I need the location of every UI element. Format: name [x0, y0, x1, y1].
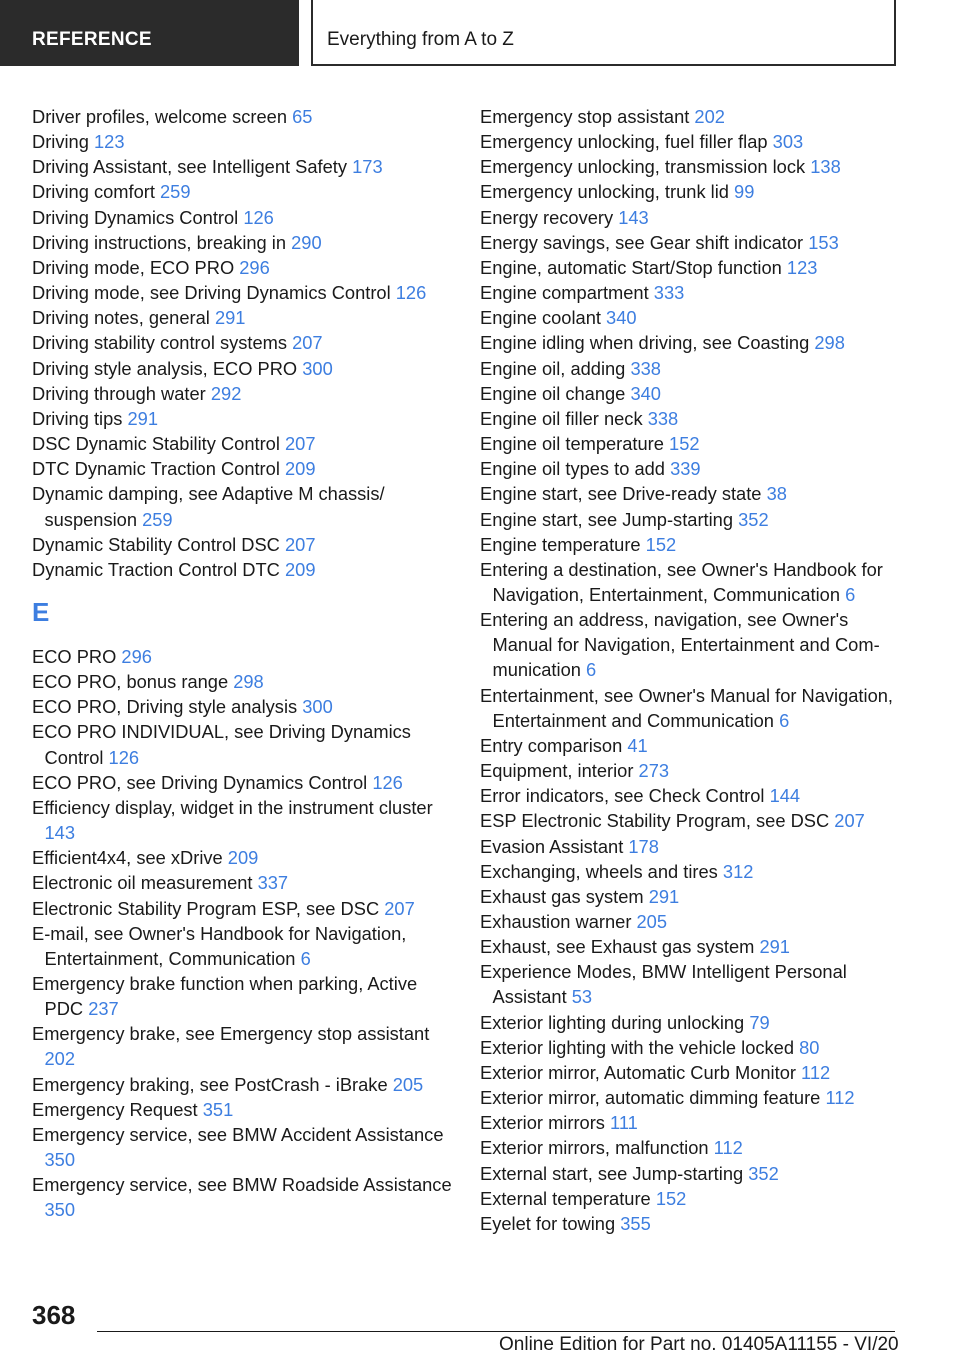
index-entry	[32, 381, 452, 406]
index-entry	[480, 381, 900, 406]
index-entry-text: Exhaust, see Exhaust gas system	[480, 936, 755, 958]
index-entry-text: E-mail, see Owner's Handbook for Navigation, Entertainment, Communication	[32, 922, 407, 969]
index-entry-text: DSC Dynamic Stability Control	[32, 433, 280, 455]
index-entry-text: Entertainment, see Owner's Manual for Navigation, Entertainment and Communication	[480, 684, 893, 731]
index-entry-text: Exterior mirrors	[480, 1112, 605, 1134]
index-entry-text: Driving mode, see Driving Dynamics Control	[32, 282, 391, 304]
index-entry-text: Driving Dynamics Control	[32, 206, 239, 228]
index-entry	[32, 129, 452, 154]
page-reference-link[interactable]: 209	[284, 458, 316, 480]
index-entry	[480, 934, 900, 959]
index-entry-text: Energy recovery	[480, 206, 614, 228]
edition-note: Online Edition for Part no. 01405A11155 - VI/20	[499, 1334, 899, 1355]
index-entry-text: Exhaust gas system	[480, 885, 644, 907]
index-entry-text: Engine oil temperature	[480, 433, 664, 455]
index-entry	[480, 959, 900, 1009]
index-entry	[480, 909, 900, 934]
page-reference-link[interactable]: 296	[239, 256, 270, 278]
page-reference-link[interactable]: 291	[214, 307, 246, 329]
page-reference-link[interactable]: 112	[801, 1061, 831, 1083]
index-entry-text: Engine start, see Drive-ready state	[480, 483, 762, 505]
page-reference-link[interactable]: 144	[769, 785, 801, 807]
page-reference-link[interactable]: 350	[44, 1199, 76, 1221]
index-entry-text: Driving through water	[32, 382, 206, 404]
index-entry	[480, 330, 900, 355]
index-entry-text: Dynamic Stability Control DSC	[32, 533, 280, 555]
index-entry	[32, 179, 452, 204]
index-entry	[32, 154, 452, 179]
index-entry-text: Engine oil, adding	[480, 357, 626, 379]
index-entry-text: Exterior mirror, automatic dimming feature	[480, 1087, 821, 1109]
index-entry-text: Emergency brake function when parking, Active PDC	[32, 973, 418, 1020]
page-reference-link[interactable]: 273	[638, 760, 670, 782]
page-reference-link[interactable]: 6	[586, 659, 597, 681]
index-entry	[480, 1110, 900, 1135]
index-entry-text: ECO PRO INDIVIDUAL, see Driving Dynamics Control	[32, 721, 411, 768]
index-entry-text: Driving Assistant, see Intelligent Safety	[32, 156, 348, 178]
index-entry-text: Driving notes, general	[32, 307, 210, 329]
index-entry	[480, 456, 900, 481]
page-reference-link[interactable]: 207	[284, 533, 316, 555]
index-entry	[480, 808, 900, 833]
page-reference-link[interactable]: 237	[88, 998, 119, 1020]
page-reference-link[interactable]: 355	[620, 1212, 651, 1234]
page-reference-link[interactable]: 126	[372, 771, 403, 793]
page-reference-link[interactable]: 290	[291, 231, 322, 253]
index-entry	[480, 1135, 900, 1160]
index-entry-text: Driver profiles, welcome screen	[32, 106, 288, 127]
index-entry-text: ECO PRO, bonus range	[32, 671, 229, 693]
index-entry	[32, 431, 452, 456]
index-letter-heading: E	[32, 596, 50, 627]
footer-divider	[97, 1331, 895, 1332]
index-entry	[480, 532, 900, 557]
index-entry-text: Entering an address, navigation, see Owner's Manual for Navigation, Entertainment and Communication	[480, 609, 880, 681]
page-reference-link[interactable]: 6	[300, 947, 311, 969]
page-reference-link[interactable]: 112	[713, 1137, 743, 1159]
index-entry-text: ECO PRO, Driving style analysis	[32, 696, 298, 718]
index-entry	[480, 280, 900, 305]
index-entry	[480, 356, 900, 381]
page-reference-link[interactable]: 6	[845, 583, 856, 605]
index-entry	[480, 733, 900, 758]
index-entry	[32, 456, 452, 481]
index-entry-text: Electronic oil measurement	[32, 872, 253, 894]
page-reference-link[interactable]: 352	[738, 508, 769, 530]
index-entry-text: Emergency unlocking, transmission lock	[480, 156, 806, 178]
index-column-right	[480, 104, 900, 1236]
index-entry	[32, 255, 452, 280]
page-reference-link[interactable]: 350	[44, 1149, 76, 1171]
page-reference-link[interactable]: 339	[670, 458, 701, 480]
index-entry	[32, 1172, 452, 1222]
page-reference-link[interactable]: 207	[384, 897, 415, 919]
index-entry	[32, 305, 452, 330]
index-entry-text: Experience Modes, BMW Intelligent Personal Assistant	[480, 961, 847, 1008]
page-reference-link[interactable]: 298	[814, 332, 845, 354]
page-reference-link[interactable]: 202	[44, 1048, 76, 1070]
index-entry-text: Driving mode, ECO PRO	[32, 256, 235, 278]
page-reference-link[interactable]: 126	[243, 206, 274, 228]
index-entry	[480, 758, 900, 783]
page-reference-link[interactable]: 338	[647, 407, 679, 429]
index-entry	[480, 129, 900, 154]
index-entry	[480, 683, 900, 733]
index-entry-text: External start, see Jump-starting	[480, 1162, 744, 1184]
section-tab	[0, 0, 299, 66]
index-entry-text: Driving tips	[32, 407, 123, 429]
page-reference-link[interactable]: 126	[395, 282, 427, 304]
index-entry	[480, 1085, 900, 1110]
index-entry-text: Emergency stop assistant	[480, 106, 690, 127]
page-reference-link[interactable]: 300	[302, 357, 333, 379]
index-entry	[32, 795, 452, 845]
index-entry	[480, 834, 900, 859]
index-entry-text: Driving comfort	[32, 181, 155, 203]
page-reference-link[interactable]: 152	[655, 1187, 687, 1209]
index-entry-text: Engine idling when driving, see Coasting	[480, 332, 810, 354]
index-entry-text: External temperature	[480, 1187, 651, 1209]
page-reference-link[interactable]: 126	[108, 746, 140, 768]
page-reference-link[interactable]: 291	[759, 936, 790, 958]
index-entry-text: Exterior lighting with the vehicle locked	[480, 1036, 794, 1058]
index-entry-text: ESP Electronic Stability Program, see DSC	[480, 810, 830, 832]
page-reference-link[interactable]: 79	[749, 1011, 770, 1033]
page-reference-link[interactable]: 259	[160, 181, 191, 203]
index-entry	[32, 1097, 452, 1122]
index-column-left	[32, 104, 452, 1223]
page-header	[0, 0, 960, 66]
index-entry	[480, 1010, 900, 1035]
page-reference-link[interactable]: 209	[227, 847, 259, 869]
index-entry	[32, 845, 452, 870]
index-entry	[32, 205, 452, 230]
index-entry	[480, 783, 900, 808]
index-entry	[480, 104, 900, 129]
index-entry-text: Emergency Request	[32, 1098, 198, 1120]
index-entry-text: Emergency brake, see Emergency stop assistant	[32, 1023, 430, 1045]
page-reference-link[interactable]: 152	[645, 533, 677, 555]
page-reference-link[interactable]: 173	[352, 156, 383, 178]
index-entry-text: Exterior lighting during unlocking	[480, 1011, 745, 1033]
index-entry	[32, 1021, 452, 1071]
index-entry	[480, 607, 900, 682]
index-entry-text: ECO PRO, see Driving Dynamics Control	[32, 771, 368, 793]
index-entry	[32, 870, 452, 895]
index-entry-text: Engine start, see Jump-starting	[480, 508, 734, 530]
index-entry	[480, 179, 900, 204]
chapter-title: Everything from A to Z	[327, 29, 514, 50]
index-entry-text: Eyelet for towing	[480, 1212, 616, 1234]
page-reference-link[interactable]: 205	[636, 911, 668, 932]
index-entry-text: Dynamic damping, see Adaptive M chassis/ suspension	[32, 483, 385, 530]
index-entry	[480, 557, 900, 607]
index-entry	[480, 1060, 900, 1085]
index-entry	[480, 230, 900, 255]
page-reference-link[interactable]: 205	[392, 1073, 424, 1095]
index-entry-text: Electronic Stability Program ESP, see DSC	[32, 897, 380, 919]
page-reference-link[interactable]: 303	[772, 131, 804, 153]
page-number: 368	[32, 1300, 76, 1330]
index-entry-text: Emergency unlocking, trunk lid	[480, 181, 729, 203]
page-reference-link[interactable]: 123	[786, 256, 818, 278]
page-reference-link[interactable]: 41	[627, 734, 648, 756]
index-entry-text: Engine, automatic Start/Stop function	[480, 256, 782, 278]
page-reference-link[interactable]: 338	[630, 357, 661, 379]
index-entry-text: Engine oil types to add	[480, 458, 665, 480]
index-entry-text: Emergency unlocking, fuel filler flap	[480, 131, 768, 153]
index-entry-text: Equipment, interior	[480, 760, 634, 782]
index-entry	[480, 884, 900, 909]
index-entry	[32, 356, 452, 381]
index-entry	[480, 431, 900, 456]
index-entry	[32, 644, 452, 669]
page-reference-link[interactable]: 298	[233, 671, 264, 693]
index-entry	[32, 481, 452, 531]
page-reference-link[interactable]: 152	[669, 433, 700, 455]
index-entry-text: ECO PRO	[32, 645, 117, 667]
index-entry-text: Engine oil change	[480, 382, 626, 404]
index-entry	[480, 205, 900, 230]
index-entry-text: Exterior mirrors, malfunction	[480, 1137, 709, 1159]
page-reference-link[interactable]: 138	[810, 156, 841, 178]
index-entry-text: Engine coolant	[480, 307, 601, 329]
index-entry	[32, 971, 452, 1021]
page-reference-link[interactable]: 351	[202, 1098, 234, 1120]
index-entry	[32, 406, 452, 431]
index-entry-text: Driving style analysis, ECO PRO	[32, 357, 298, 379]
section-label: REFERENCE	[32, 29, 152, 50]
page-reference-link[interactable]: 340	[630, 382, 661, 404]
index-entry-text: Efficient4x4, see xDrive	[32, 847, 223, 869]
index-entry	[480, 1186, 900, 1211]
index-entry	[480, 255, 900, 280]
index-entry-text: Engine compartment	[480, 282, 649, 304]
page-reference-link[interactable]: 143	[618, 206, 649, 228]
index-entry-text: Engine oil filler neck	[480, 407, 643, 429]
index-entry-text: Driving instructions, breaking in	[32, 231, 287, 253]
index-entry	[32, 896, 452, 921]
page-reference-link[interactable]: 202	[694, 106, 725, 127]
index-entry-text: Entering a destination, see Owner's Handbook for Navigation, Entertainment, Communication	[480, 558, 883, 605]
index-entry-text: Dynamic Traction Control DTC	[32, 558, 280, 580]
index-entry	[32, 1072, 452, 1097]
page-reference-link[interactable]: 337	[257, 872, 289, 894]
page-reference-link[interactable]: 259	[142, 508, 173, 530]
index-entry	[480, 481, 900, 506]
page-reference-link[interactable]: 65	[292, 106, 313, 127]
page-reference-link[interactable]: 207	[284, 433, 316, 455]
index-entry	[32, 230, 452, 255]
index-entry-text: Engine temperature	[480, 533, 641, 555]
index-entry	[480, 305, 900, 330]
page-reference-link[interactable]: 292	[210, 382, 242, 404]
index-entry-text: DTC Dynamic Traction Control	[32, 458, 280, 480]
index-entry	[480, 507, 900, 532]
index-entry	[32, 921, 452, 971]
index-entry-text: Error indicators, see Check Control	[480, 785, 765, 807]
index-entry	[32, 104, 452, 129]
index-entry	[480, 1211, 900, 1236]
page-reference-link[interactable]: 291	[648, 885, 680, 907]
index-entry	[32, 669, 452, 694]
index-entry	[480, 1035, 900, 1060]
index-entry	[480, 154, 900, 179]
index-entry	[32, 770, 452, 795]
page-reference-link[interactable]: 207	[292, 332, 323, 354]
index-entry	[480, 1161, 900, 1186]
index-entry	[32, 557, 452, 582]
index-entry-text: Exterior mirror, Automatic Curb Monitor	[480, 1061, 796, 1083]
page-reference-link[interactable]: 178	[628, 835, 659, 857]
index-entry-text: Energy savings, see Gear shift indicator	[480, 231, 804, 253]
page-reference-link[interactable]: 296	[121, 645, 152, 667]
page-reference-link[interactable]: 143	[44, 822, 76, 844]
index-entry-text: Emergency braking, see PostCrash - iBrake	[32, 1073, 388, 1095]
page-reference-link[interactable]: 207	[834, 810, 865, 832]
index-entry	[32, 532, 452, 557]
index-entry-text: Emergency service, see BMW Accident Assistance	[32, 1123, 444, 1145]
page-reference-link[interactable]: 99	[734, 181, 755, 203]
index-entry	[480, 406, 900, 431]
index-entry-text: Efficiency display, widget in the instrument cluster	[32, 796, 433, 818]
index-entry	[32, 330, 452, 355]
index-entry-text: Exhaustion warner	[480, 911, 632, 932]
index-entry	[32, 1122, 452, 1172]
page-reference-link[interactable]: 123	[93, 131, 125, 153]
page-reference-link[interactable]: 38	[766, 483, 787, 505]
page-reference-link[interactable]: 112	[825, 1087, 855, 1109]
page-reference-link[interactable]: 300	[302, 696, 333, 718]
index-entry	[480, 859, 900, 884]
index-entry-text: Driving stability control systems	[32, 332, 287, 354]
page-reference-link[interactable]: 80	[799, 1036, 820, 1058]
chapter-title-box	[311, 0, 896, 66]
page-reference-link[interactable]: 6	[779, 709, 790, 731]
page-reference-link[interactable]: 291	[127, 407, 159, 429]
index-entry	[32, 694, 452, 719]
index-entry-text: Emergency service, see BMW Roadside Assistance	[32, 1174, 452, 1196]
index-entry	[32, 719, 452, 769]
page-reference-link[interactable]: 333	[653, 282, 685, 304]
index-entry	[32, 280, 452, 305]
index-entry-text: Exchanging, wheels and tires	[480, 860, 718, 882]
page-reference-link[interactable]: 53	[571, 986, 593, 1008]
index-entry-text: Evasion Assistant	[480, 835, 624, 857]
page-reference-link[interactable]: 340	[606, 307, 637, 329]
index-entry-text: Driving	[32, 131, 89, 153]
page-reference-link[interactable]: 209	[284, 558, 316, 580]
page-reference-link[interactable]: 111	[610, 1112, 638, 1134]
index-entry-text: Entry comparison	[480, 734, 623, 756]
page-reference-link[interactable]: 352	[748, 1162, 779, 1184]
page-reference-link[interactable]: 312	[722, 860, 754, 882]
page-reference-link[interactable]: 153	[808, 231, 839, 253]
